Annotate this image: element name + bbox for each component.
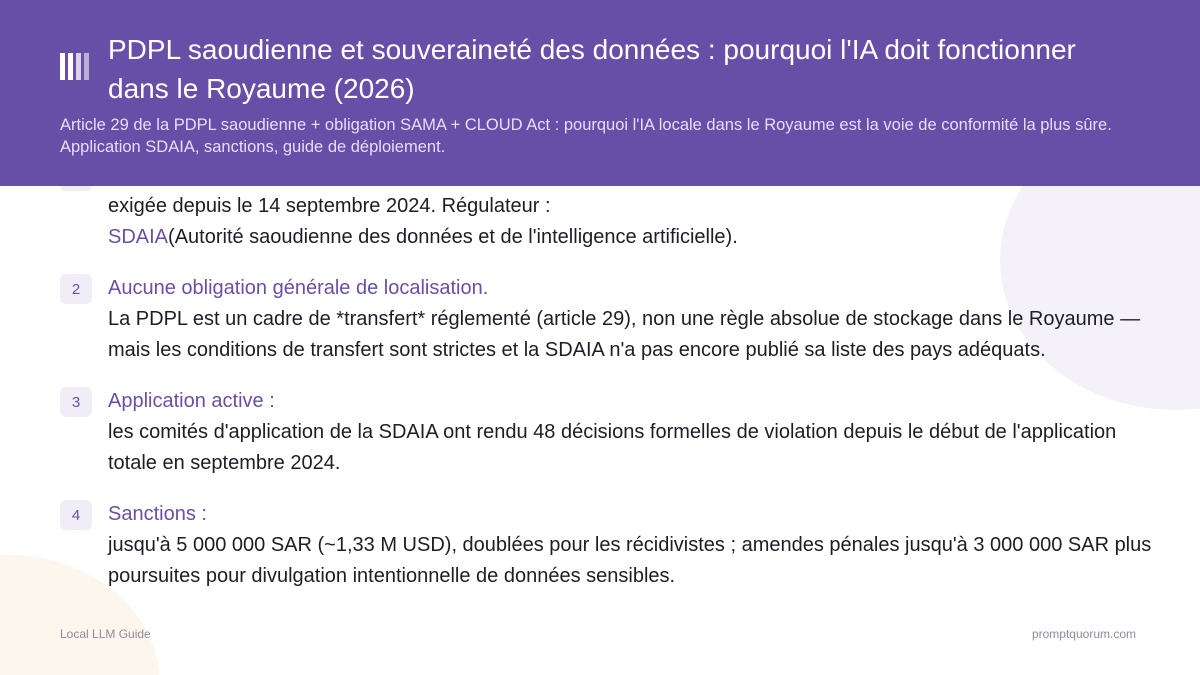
item-text: La PDPL est un cadre de *transfert* réglementé (article 29), non une règle absolue de stockage dans le Royaume — mais les conditions de transfert sont strictes et la SDAIA n'a pas encore publié sa liste des pays adéquats.	[108, 308, 1141, 361]
item-lead: Aucune obligation générale de localisation.	[108, 277, 489, 299]
item-number-badge: 3	[60, 387, 92, 417]
item-body	[108, 499, 1160, 592]
footer-site: promptquorum.com	[1031, 627, 1136, 641]
bars-logo-icon	[60, 53, 89, 80]
footer-brand: Local LLM Guide	[60, 627, 151, 641]
item-body	[108, 386, 1160, 479]
page-subtitle: Article 29 de la PDPL saoudienne + obligation SAMA + CLOUD Act : pourquoi l'IA locale dans le Royaume est la voie de conformité la plus sûre. Application SDAIA, sanctions, guide de déploiement.	[60, 116, 1112, 156]
item-number-badge: 4	[60, 500, 92, 530]
item-body	[108, 273, 1160, 366]
item-text-tail: (Autorité saoudienne des données et de l'intelligence artificielle).	[168, 226, 738, 248]
page-title: PDPL saoudienne et souveraineté des données : pourquoi l'IA doit fonctionner dans le Royaume (2026)	[108, 34, 1076, 104]
key-points-list	[60, 160, 1160, 612]
item-text: exigée depuis le 14 septembre 2024. Régulateur :	[108, 195, 551, 217]
list-item	[60, 499, 1160, 592]
sdaia-link[interactable]: SDAIA	[108, 226, 169, 248]
item-lead: Application active :	[108, 390, 275, 412]
item-text: jusqu'à 5 000 000 SAR (~1,33 M USD), doublées pour les récidivistes ; amendes pénales jusqu'à 3 000 000 SAR plus poursuites pour divulgation intentionnelle de données sensibles.	[108, 534, 1152, 587]
item-lead: Sanctions :	[108, 503, 207, 525]
header-banner	[0, 0, 1200, 186]
list-item	[60, 273, 1160, 366]
list-item	[60, 386, 1160, 479]
item-text: les comités d'application de la SDAIA ont rendu 48 décisions formelles de violation depuis le début de l'application totale en septembre 2024.	[108, 421, 1117, 474]
item-number-badge: 2	[60, 274, 92, 304]
